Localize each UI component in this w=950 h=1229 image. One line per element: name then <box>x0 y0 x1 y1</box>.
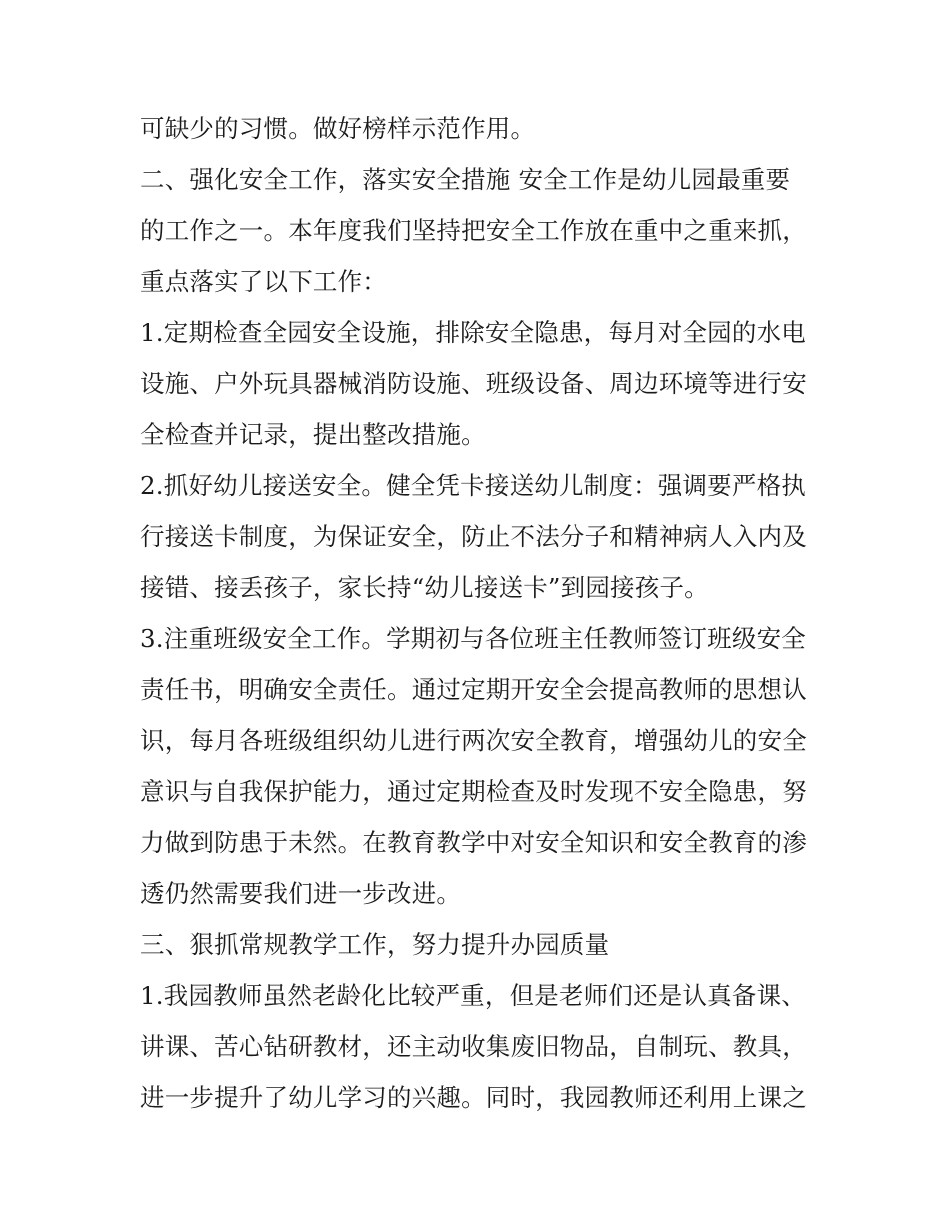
text-line: 的工作之一。本年度我们坚持把安全工作放在重中之重来抓， <box>140 216 807 245</box>
text-line: 进一步提升了幼儿学习的兴趣。同时，我园教师还利用上课之 <box>140 1083 807 1112</box>
text-line: 透仍然需要我们进一步改进。 <box>140 879 462 908</box>
text-line: 重点落实了以下工作： <box>140 267 387 296</box>
text-line: 行接送卡制度，为保证安全，防止不法分子和精神病人入内及 <box>140 522 807 551</box>
text-line: 可缺少的习惯。做好榜样示范作用。 <box>140 114 536 143</box>
text-line: 接错、接丢孩子，家长持“幼儿接送卡”到园接孩子。 <box>140 573 709 602</box>
text-line: 1.我园教师虽然老龄化比较严重，但是老师们还是认真备课、 <box>140 981 806 1010</box>
text-line: 3.注重班级安全工作。学期初与各位班主任教师签订班级安全 <box>140 624 806 653</box>
text-line: 1.定期检查全园安全设施，排除安全隐患，每月对全园的水电 <box>140 318 806 347</box>
text-line: 讲课、苦心钻研教材，还主动收集废旧物品，自制玩、教具， <box>140 1032 807 1061</box>
text-line: 全检查并记录，提出整改措施。 <box>140 420 486 449</box>
text-line: 2.抓好幼儿接送安全。健全凭卡接送幼儿制度：强调要严格执 <box>140 471 806 500</box>
text-line: 设施、户外玩具器械消防设施、班级设备、周边环境等进行安 <box>140 369 807 398</box>
text-line: 意识与自我保护能力，通过定期检查及时发现不安全隐患，努 <box>140 777 807 806</box>
text-line: 责任书，明确安全责任。通过定期开安全会提高教师的思想认 <box>140 675 807 704</box>
section-heading: 三、狠抓常规教学工作，努力提升办园质量 <box>140 930 610 959</box>
text-line: 二、强化安全工作，落实安全措施 安全工作是幼儿园最重要 <box>140 165 791 194</box>
text-line: 力做到防患于未然。在教育教学中对安全知识和安全教育的渗 <box>140 828 807 857</box>
text-line: 识，每月各班级组织幼儿进行两次安全教育，增强幼儿的安全 <box>140 726 807 755</box>
